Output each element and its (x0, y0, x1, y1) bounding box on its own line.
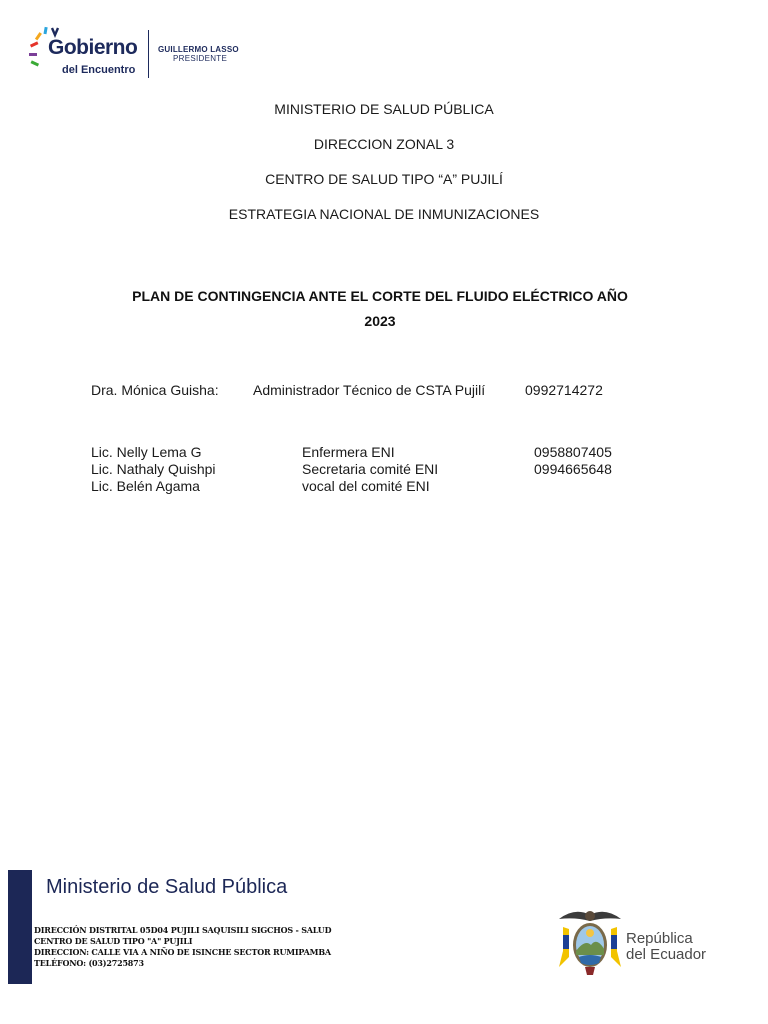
staff-role: Enfermera ENI (302, 444, 395, 460)
staff-phone: 0958807405 (534, 444, 612, 460)
staff-phone: 0994665648 (534, 461, 612, 477)
republic-label: del Ecuador (626, 946, 707, 963)
director-name: Dra. Mónica Guisha: (91, 382, 219, 398)
institution-line: ESTRATEGIA NACIONAL DE INMUNIZACIONES (228, 206, 540, 222)
staff-name: Lic. Nathaly Quishpi (91, 461, 216, 477)
logo-sub: del Encuentro (62, 64, 136, 76)
footer-ministry-name: Ministerio de Salud Pública (46, 876, 288, 898)
logo-divider (148, 30, 149, 78)
logo-word: Gobierno (48, 36, 138, 59)
coat-of-arms-icon (555, 905, 625, 977)
institution-line: CENTRO DE SALUD TIPO “A” PUJILÍ (265, 171, 503, 187)
director-role: Administrador Técnico de CSTA Pujilí (253, 382, 486, 398)
director-phone: 0992714272 (525, 382, 603, 398)
institution-line: DIRECCION ZONAL 3 (313, 136, 455, 152)
footer-address-line: TELÉFONO: (03)2725873 (34, 958, 144, 968)
staff-role: vocal del comité ENI (302, 478, 430, 494)
republic-label: República (626, 930, 693, 947)
president-name: GUILLERMO LASSO (158, 45, 239, 54)
staff-name: Lic. Nelly Lema G (91, 444, 202, 460)
footer-address-line: CENTRO DE SALUD TIPO "A" PUJILI (34, 936, 193, 946)
staff-name: Lic. Belén Agama (91, 478, 200, 494)
footer-accent-bar (8, 870, 32, 984)
footer-address-line: DIRECCION: CALLE VIA A NIÑO DE ISINCHE SECTOR RUMIPAMBA (34, 947, 331, 957)
document-title-line2: 2023 (364, 313, 396, 329)
president-role: PRESIDENTE (173, 54, 228, 63)
institution-line: MINISTERIO DE SALUD PÚBLICA (274, 101, 494, 117)
staff-role: Secretaria comité ENI (302, 461, 439, 477)
footer-address-line: DIRECCIÓN DISTRITAL 05D04 PUJILI SAQUISILI SIGCHOS - SALUD (34, 925, 332, 935)
document-title-line1: PLAN DE CONTINGENCIA ANTE EL CORTE DEL FLUIDO ELÉCTRICO AÑO (132, 288, 628, 304)
